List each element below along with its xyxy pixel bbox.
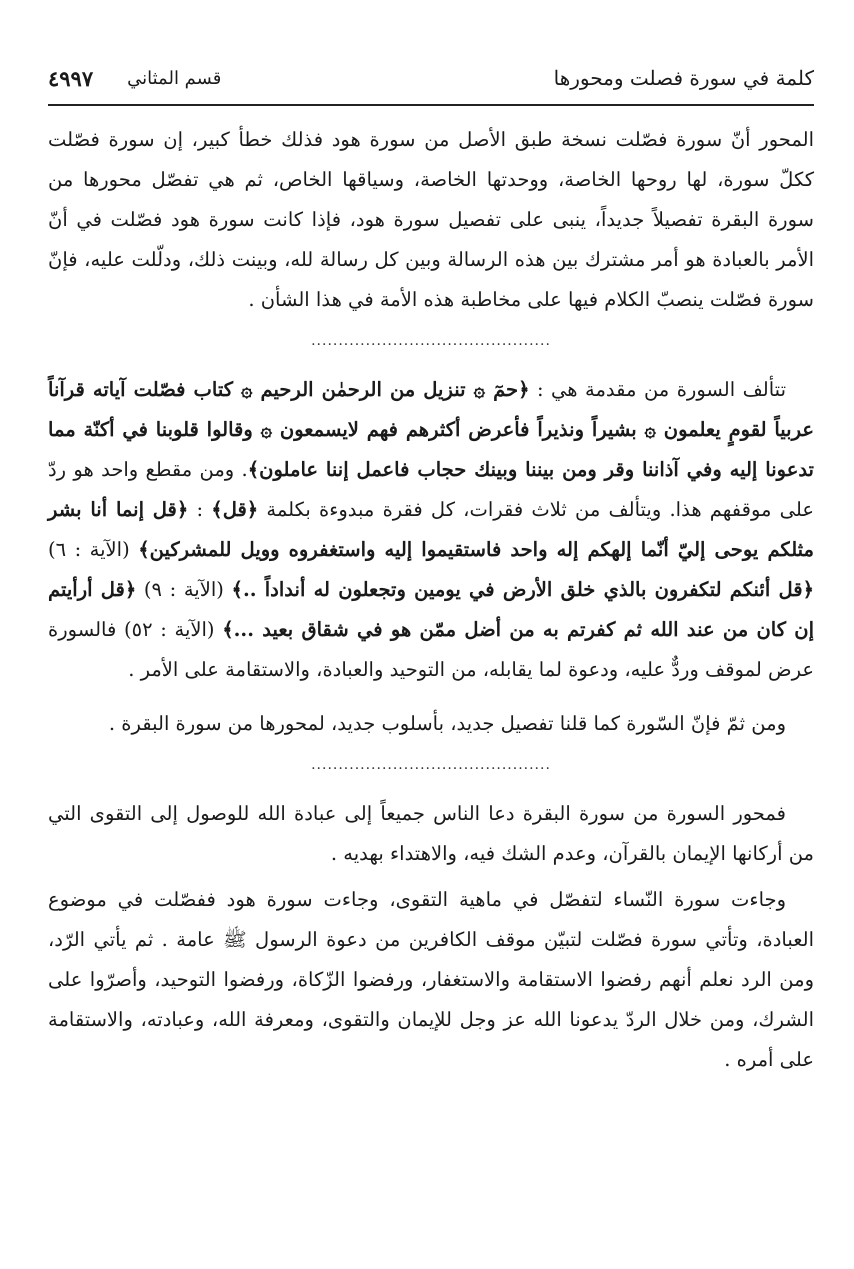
section-name: قسم المثاني	[127, 67, 222, 89]
p2-verse-1: ﴿قل إنما أنا بشر مثلكم يوحى إليّ أنّما إلهكم إله واحد فاستقيموا إليه واستغفروه وويل للمشركين﴾	[48, 498, 814, 561]
p2-ref-2: (الآية : ٩)	[136, 578, 232, 601]
paragraph-4: فمحور السورة من سورة البقرة دعا الناس جميعاً إلى عبادة الله للوصول إلى التقوى التي من أركانها الإيمان بالقرآن، وعدم الشك فيه، والاهتداء بهديه .	[48, 802, 814, 865]
paragraph-3: ومن ثمّ فإنّ السّورة كما قلنا تفصيل جديد، بأسلوب جديد، لمحورها من سورة البقرة .	[108, 712, 786, 735]
p2-qul-word: ﴿قل﴾	[211, 498, 259, 521]
p2-verse-2: ﴿قل أئنكم لتكفرون بالذي خلق الأرض في يومين وتجعلون له أنداداً ..﴾	[231, 578, 814, 601]
paragraph-1: المحور أنّ سورة فصّلت نسخة طبق الأصل من سورة هود فذلك خطأ كبير، إن سورة فصّلت ككلّ سورة، لها روحها الخاصة، ووحدتها الخاصة، وسياقها الخاص، ثم هي تفصّل محورها من سورة البقرة تفصيلاً جديداً، ينبى على تفصيل سورة هود، فإذا كانت سورة هود فصّلت في أنّ الأمر بالعبادة هو أمر مشترك بين هذه الرسالة وبين كل رسالة لله، وبينت ذلك، ودلّلت عليه، فإنّ سورة فصّلت ينصبّ الكلام فيها على مخاطبة هذه الأمة في هذا الشأن .	[48, 128, 814, 311]
p2-colon: :	[188, 498, 212, 521]
page-number: ٤٩٩٧	[48, 65, 94, 91]
dotted-separator-1: ............................................	[311, 333, 551, 349]
paragraph-5: وجاءت سورة النّساء لتفصّل في ماهية التقوى، وجاءت سورة هود ففصّلت في موضوع العبادة، وتأتي سورة فصّلت لتبيّن موقف الكافرين من دعوة الرسول ﷺ عامة . ثم يأتي الرّد، ومن الرد نعلم أنهم رفضوا الاستقامة والاستغفار، ورفضوا الزّكاة، ورفضوا التوحيد، وأصرّوا على الشرك، ومن خلال الردّ يدعونا الله عز وجل للإيمان والتقوى، ومعرفة الله، وعبادته، والاستقامة على أمره .	[48, 888, 814, 1071]
page-body	[48, 120, 814, 1080]
book-page	[48, 0, 814, 1269]
paragraph-2	[48, 370, 814, 690]
header-left-group	[48, 66, 221, 91]
header-divider	[48, 104, 814, 106]
p2-conclusion: فالسورة عرض لموقف وردٌّ عليه، ودعوة لما يقابله، من التوحيد والعبادة، والاستقامة على الأمر .	[48, 618, 814, 681]
dotted-separator-2: ............................................	[311, 757, 551, 773]
chapter-title: كلمة في سورة فصلت ومحورها	[553, 66, 814, 90]
p2-middle-text: . ومن مقطع واحد هو ردّ على موقفهم هذا. ويتألف من ثلاث فقرات، كل فقرة مبدوءة بكلمة	[48, 458, 815, 521]
p2-ref-3: (الآية : ٥٢)	[116, 618, 223, 641]
p2-opening-verses: ﴿حمٓ ۞ تنزيل من الرحمٰن الرحيم ۞ كتاب فصّلت آياته قرآناً عربياً لقومٍ يعلمون ۞ بشيراً ونذيراً فأعرض أكثرهم فهم لايسمعون ۞ وقالوا قلوبنا في أكنّة مما تدعونا إليه وفي آذاننا وقر ومن بيننا وبينك حجاب فاعمل إننا عاملون﴾	[48, 378, 814, 481]
running-header	[48, 58, 814, 98]
p2-verse-3: ﴿قل أرأيتم إن كان من عند الله ثم كفرتم به من أضل ممّن هو في شقاق بعيد ...﴾	[48, 578, 814, 641]
p2-ref-1: (الآية : ٦)	[48, 538, 139, 561]
p2-intro: تتألف السورة من مقدمة هي :	[529, 378, 786, 401]
